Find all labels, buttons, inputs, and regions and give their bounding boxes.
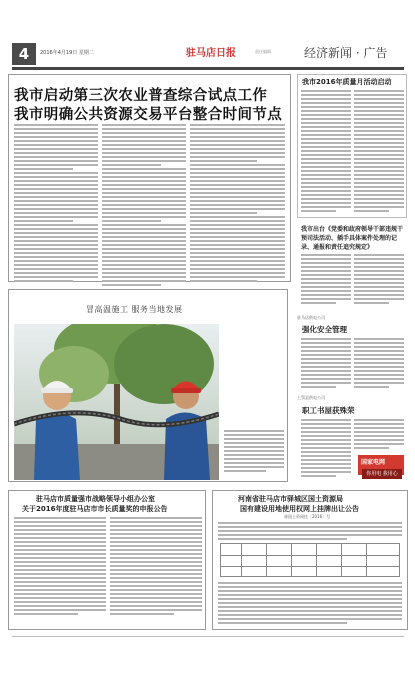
company-b-body-1	[301, 419, 351, 479]
notice-1-title-line-2: 关于2016年度驻马店市市长质量奖的申报公告	[22, 505, 168, 513]
date-line: 2016年4月19日 星期二	[40, 50, 94, 56]
right-top-body-1	[301, 90, 351, 214]
land-parcel-table	[220, 543, 400, 577]
notice-1-title-line-1: 驻马店市质量强市战略领导小组办公室	[36, 495, 155, 503]
section-title: 经济新闻 · 广告	[304, 46, 388, 60]
lead-headline-1: 我市启动第三次农业普查综合试点工作	[14, 88, 268, 104]
state-grid-slogan: 你用电 我用心	[362, 469, 402, 479]
company-a-body-1	[301, 338, 351, 390]
company-b-label: 上蔡县供电公司	[297, 395, 325, 400]
masthead: 驻马店日报	[186, 48, 236, 59]
lead-headline-2: 我市明确公共资源交易平台整合时间节点	[14, 107, 283, 123]
right-top-headline: 我市2016年质量月活动启动	[302, 78, 392, 86]
company-a-label: 驻马店供电公司	[297, 315, 325, 320]
company-a-headline: 强化安全管理	[302, 325, 347, 334]
lead-body-col-2	[102, 124, 186, 288]
notice-1-body-col-1	[14, 517, 106, 617]
company-b-body-2	[354, 419, 404, 451]
header-rule	[12, 67, 404, 70]
state-grid-ad: 国家电网	[358, 455, 404, 475]
notice-2-title-line-2: 国有建设用地使用权网上挂牌出让公告	[240, 505, 359, 513]
notice-2-body	[218, 582, 402, 626]
right-mid-headline: 我市出台《党委和政府领导干部违规干预司法活动、插手具体案件处理的记录、通报和责任追究规定》	[301, 226, 404, 251]
notice-1-body-col-2	[110, 517, 202, 617]
right-top-body-2	[354, 90, 404, 214]
page-number: 4	[12, 43, 36, 65]
right-mid-body-1	[301, 254, 351, 306]
workers-photo	[14, 324, 219, 480]
company-a-body-2	[354, 338, 404, 390]
company-b-headline: 职工书屋获殊荣	[302, 406, 355, 415]
notice-2-intro	[218, 522, 402, 542]
notice-2-title-line-1: 河南省驻马店市驿城区国土资源局	[238, 495, 343, 503]
header-small-info: 责任编辑	[255, 49, 271, 54]
right-mid-body-2	[354, 254, 404, 306]
lead-body-col-1	[14, 124, 98, 284]
notice-2-reference: 驿国土资网挂〔2016〕号	[284, 514, 331, 519]
photo-feature-title: 冒高温施工 服务当地发展	[86, 305, 183, 314]
lead-body-col-3	[190, 124, 285, 284]
footer-rule	[12, 636, 404, 637]
photo-caption	[224, 430, 284, 474]
